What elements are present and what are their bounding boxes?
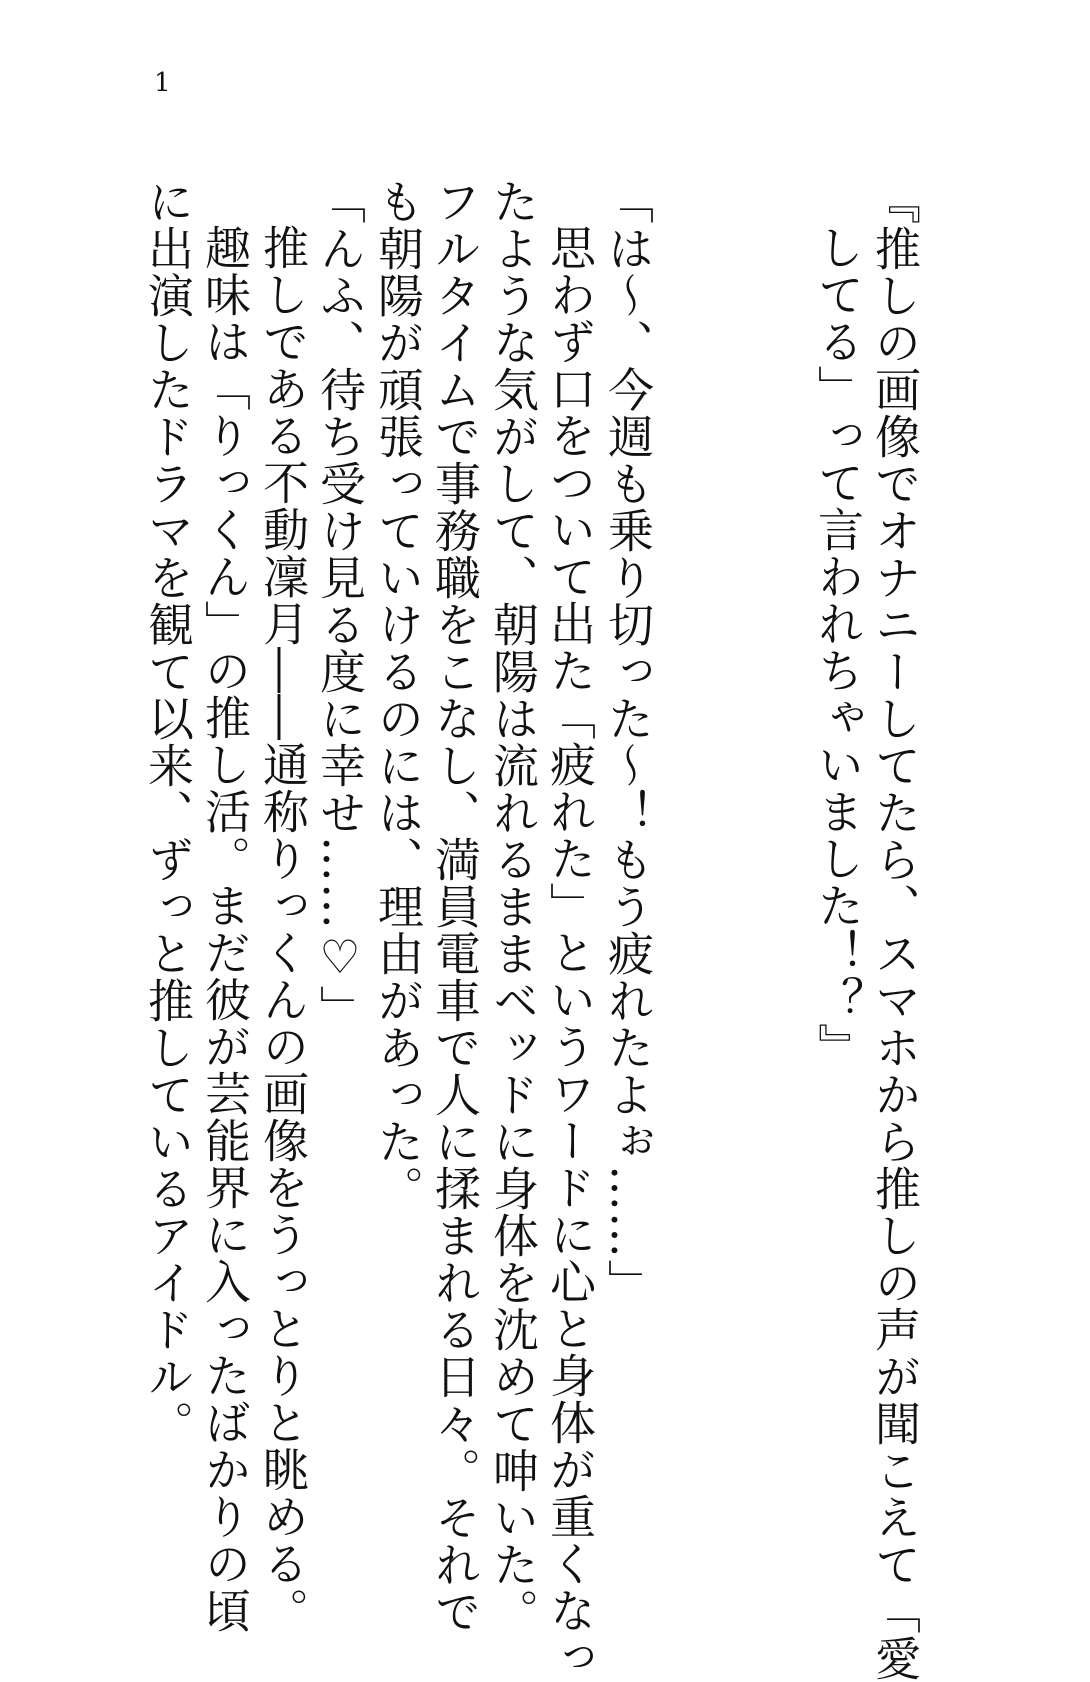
text-line: 推しである不動凜月――通称りっくんの画像をうっとりと眺める。 bbox=[256, 224, 310, 1634]
text-line: 思わず口をついて出た「疲れた」というワードに心と身体が重くなっ bbox=[543, 224, 597, 1681]
text-line: たような気がして、朝陽は流れるままベッドに身体を沈めて呻いた。 bbox=[486, 178, 540, 1635]
text-line: フルタイムで事務職をこなし、満員電車で人に揉まれる日々。それで bbox=[428, 178, 482, 1635]
text-line: も朝陽が頑張っていけるのには、理由があった。 bbox=[371, 178, 425, 1212]
page-number: 1 bbox=[154, 68, 171, 98]
text-line: してる」って言われちゃいました！？』 bbox=[811, 224, 865, 1070]
text-line: 「は〜、今週も乗り切った〜！もう疲れたよぉ……」 bbox=[601, 178, 655, 1306]
text-line: 『推しの画像でオナニーしてたら、スマホから推しの声が聞こえて「愛 bbox=[868, 178, 922, 1682]
text-line: 「んふ、待ち受け見る度に幸せ……♡」 bbox=[313, 178, 367, 1032]
text-line: に出演したドラマを観て以来、ずっと推しているアイドル。 bbox=[141, 178, 195, 1447]
text-line: 趣味は「りっくん」の推し活。まだ彼が芸能界に入ったばかりの頃 bbox=[198, 224, 252, 1634]
